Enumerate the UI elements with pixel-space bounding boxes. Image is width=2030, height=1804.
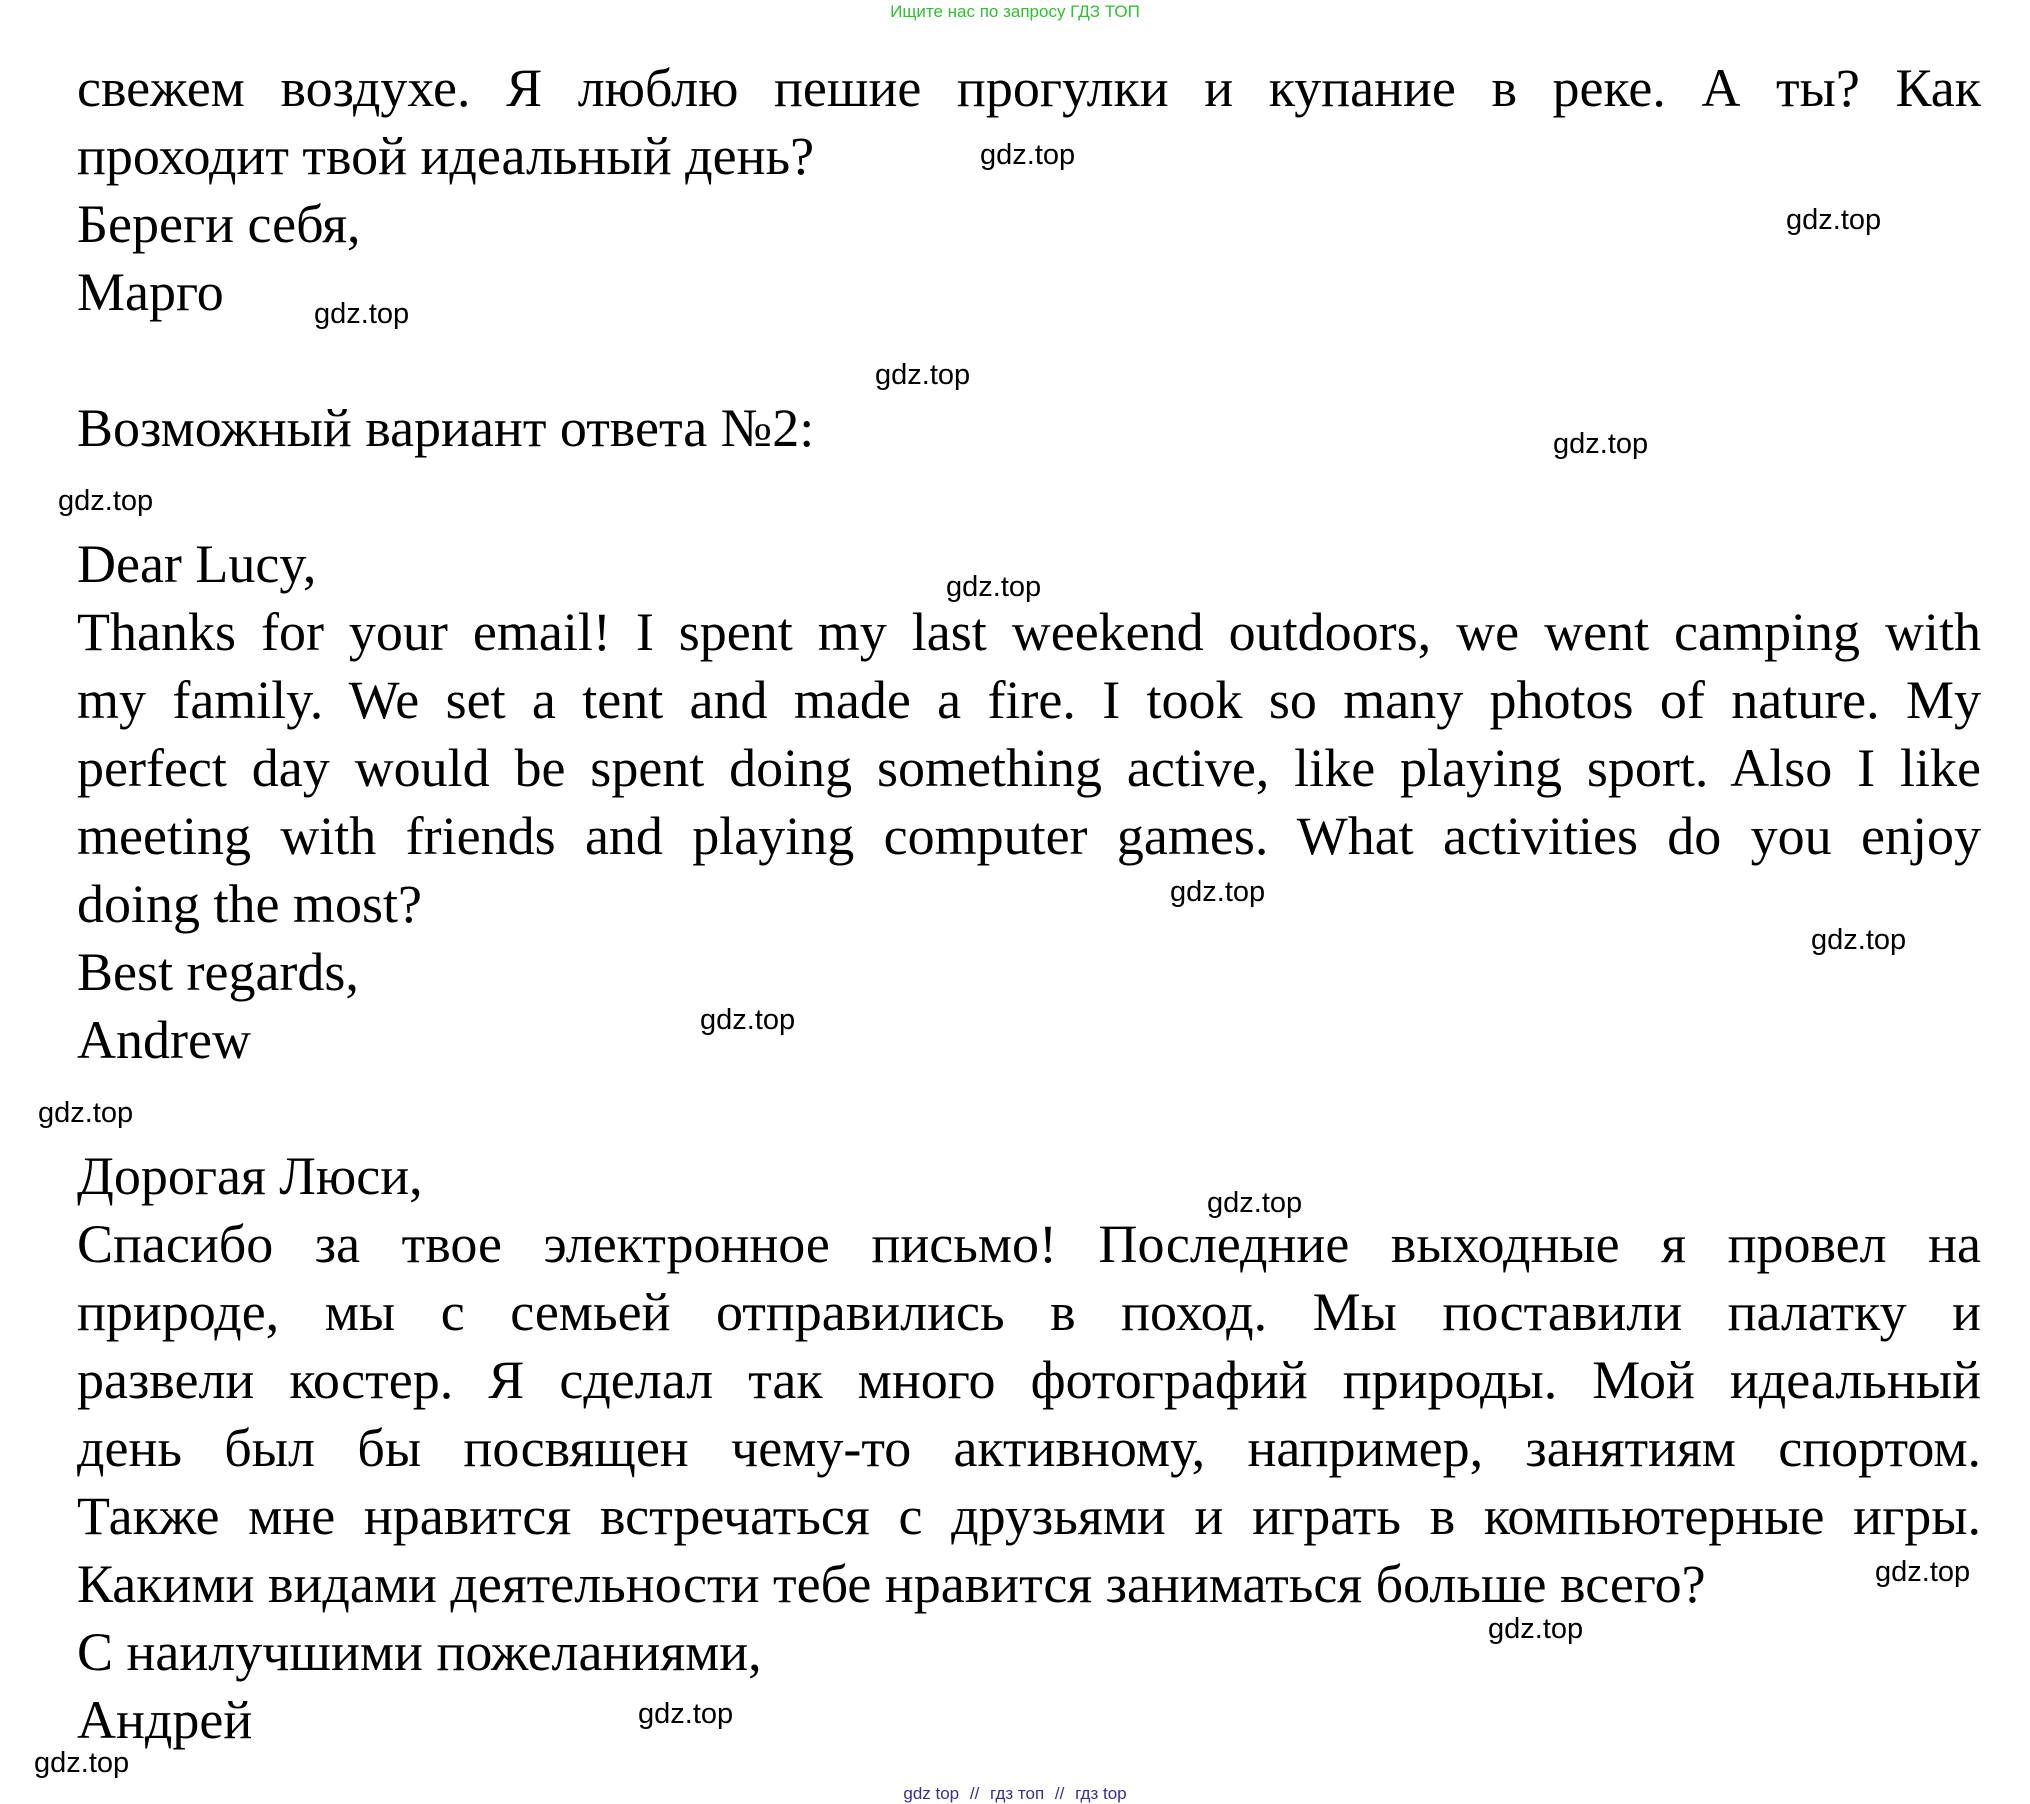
watermark: gdz.top bbox=[1811, 924, 1907, 956]
watermark: gdz.top bbox=[1786, 204, 1882, 236]
watermark: gdz.top bbox=[1170, 876, 1266, 908]
watermark: gdz.top bbox=[1553, 428, 1649, 460]
russian-closing: С наилучшими пожеланиями, bbox=[77, 1622, 762, 1682]
intro-signature: Марго bbox=[77, 262, 224, 322]
english-body-line-4: meeting with friends and playing computer games. What activities do you enjoy bbox=[77, 806, 1981, 866]
english-closing: Best regards, bbox=[77, 942, 359, 1002]
english-greeting: Dear Lucy, bbox=[77, 534, 317, 594]
watermark: gdz.top bbox=[700, 1004, 796, 1036]
footer-link-gdz-top-ru[interactable]: гдз топ bbox=[990, 1784, 1045, 1803]
english-body-line-3: perfect day would be spent doing something active, like playing sport. Also I like bbox=[77, 738, 1981, 798]
watermark: gdz.top bbox=[38, 1097, 134, 1129]
russian-body-line-4: день был бы посвящен чему-то активному, например, занятиям спортом. bbox=[77, 1418, 1981, 1478]
english-signature: Andrew bbox=[77, 1010, 251, 1070]
footer-separator: // bbox=[969, 1784, 980, 1803]
watermark: gdz.top bbox=[638, 1698, 734, 1730]
footer-separator: // bbox=[1054, 1784, 1065, 1803]
watermark: gdz.top bbox=[946, 571, 1042, 603]
watermark: gdz.top bbox=[980, 139, 1076, 171]
footer-link-gdz-top[interactable]: gdz top bbox=[903, 1784, 960, 1803]
english-body-line-1: Thanks for your email! I spent my last weekend outdoors, we went camping with bbox=[77, 602, 1981, 662]
russian-signature: Андрей bbox=[77, 1690, 253, 1750]
russian-body-line-3: развели костер. Я сделал так много фотографий природы. Мой идеальный bbox=[77, 1350, 1981, 1410]
intro-line-1: свежем воздухе. Я люблю пешие прогулки и купание в реке. А ты? Как bbox=[77, 58, 1981, 118]
variant-heading: Возможный вариант ответа №2: bbox=[77, 398, 815, 458]
russian-body-line-2: природе, мы с семьей отправились в поход. Мы поставили палатку и bbox=[77, 1282, 1981, 1342]
watermark: gdz.top bbox=[875, 359, 971, 391]
watermark: gdz.top bbox=[1875, 1556, 1971, 1588]
intro-closing: Береги себя, bbox=[77, 194, 361, 254]
watermark: gdz.top bbox=[314, 298, 410, 330]
russian-body-line-6: Какими видами деятельности тебе нравится заниматься больше всего? bbox=[77, 1554, 1706, 1614]
watermark: gdz.top bbox=[34, 1747, 130, 1779]
watermark: gdz.top bbox=[58, 485, 154, 517]
footer-link-gdz-top-mixed[interactable]: гдз top bbox=[1075, 1784, 1127, 1803]
russian-body-line-5: Также мне нравится встречаться с друзьями и играть в компьютерные игры. bbox=[77, 1486, 1981, 1546]
footer-links bbox=[0, 1784, 2030, 1804]
intro-line-2: проходит твой идеальный день? bbox=[77, 126, 815, 186]
russian-greeting: Дорогая Люси, bbox=[77, 1146, 423, 1206]
header-search-hint-link[interactable]: Ищите нас по запросу ГДЗ ТОП bbox=[890, 2, 1140, 21]
english-body-line-2: my family. We set a tent and made a fire. I took so many photos of nature. My bbox=[77, 670, 1981, 730]
english-body-line-5: doing the most? bbox=[77, 874, 422, 934]
watermark: gdz.top bbox=[1207, 1187, 1303, 1219]
watermark: gdz.top bbox=[1488, 1613, 1584, 1645]
russian-body-line-1: Спасибо за твое электронное письмо! Последние выходные я провел на bbox=[77, 1214, 1981, 1274]
